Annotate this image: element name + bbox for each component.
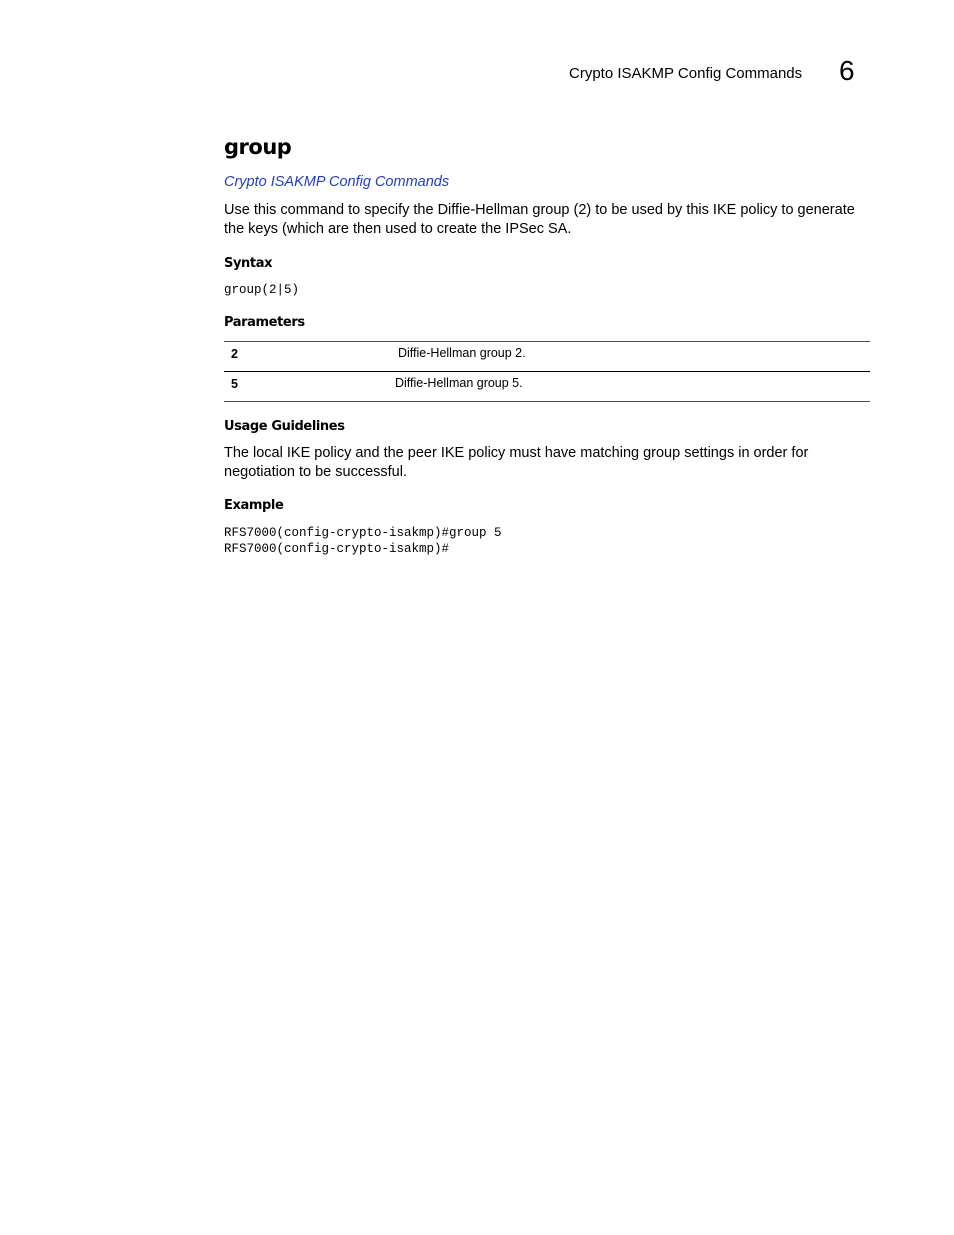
- running-header-title: Crypto ISAKMP Config Commands: [569, 65, 803, 82]
- table-row: [224, 371, 870, 401]
- syntax-code: group(2|5): [224, 283, 300, 297]
- parameter-name: 5: [231, 377, 238, 391]
- parameter-name: 2: [231, 347, 238, 361]
- example-code-line: RFS7000(config-crypto-isakmp)#group 5: [224, 526, 502, 540]
- chapter-number: 6: [839, 55, 855, 86]
- usage-guidelines-text: The local IKE policy and the peer IKE policy must have matching group settings in order for negotiation to be successful.: [224, 445, 809, 480]
- example-code-line: RFS7000(config-crypto-isakmp)#: [224, 542, 450, 556]
- usage-guidelines-heading: Usage Guidelines: [224, 419, 345, 434]
- parameter-description: Diffie-Hellman group 2.: [398, 346, 526, 360]
- syntax-heading: Syntax: [224, 256, 273, 271]
- description-paragraph: Use this command to specify the Diffie-Hellman group (2) to be used by this IKE policy to generate the keys (which are then used to create the IPSec SA.: [224, 202, 855, 237]
- parameters-table: [224, 341, 870, 402]
- example-heading: Example: [224, 498, 284, 513]
- section-link[interactable]: Crypto ISAKMP Config Commands: [224, 174, 450, 190]
- parameter-description: Diffie-Hellman group 5.: [395, 376, 523, 390]
- parameters-heading: Parameters: [224, 315, 305, 330]
- table-row: [224, 342, 870, 371]
- page-title: group: [224, 135, 292, 159]
